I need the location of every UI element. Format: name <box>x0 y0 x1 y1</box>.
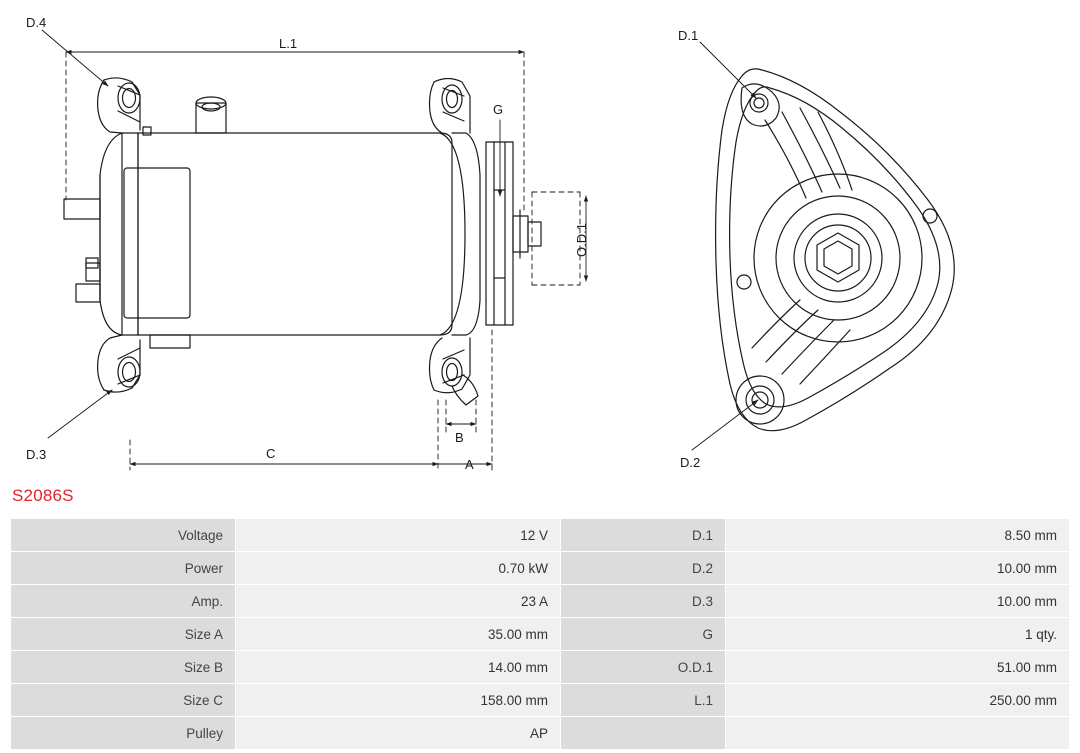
spec-value2: 10.00 mm <box>726 585 1070 618</box>
spec-value2: 1 qty. <box>726 618 1070 651</box>
table-row <box>11 651 1070 684</box>
label-c: C <box>266 446 276 461</box>
label-d4: D.4 <box>26 15 47 30</box>
label-l1: L.1 <box>279 36 298 51</box>
spec-value2: 8.50 mm <box>726 519 1070 552</box>
label-d1-right: D.1 <box>678 28 699 43</box>
spec-value2: 10.00 mm <box>726 552 1070 585</box>
label-a: A <box>465 457 474 472</box>
spec-value: 12 V <box>236 519 561 552</box>
spec-value: 14.00 mm <box>236 651 561 684</box>
spec-label2: O.D.1 <box>561 651 726 684</box>
spec-value: AP <box>236 717 561 750</box>
spec-label: Size B <box>11 651 236 684</box>
table-row <box>11 552 1070 585</box>
spec-value2-empty <box>726 717 1070 750</box>
label-d2: D.2 <box>680 455 701 470</box>
spec-label: Size A <box>11 618 236 651</box>
spec-label2: L.1 <box>561 684 726 717</box>
spec-label: Amp. <box>11 585 236 618</box>
part-code: S2086S <box>12 486 74 505</box>
spec-label2: D.3 <box>561 585 726 618</box>
table-row <box>11 684 1070 717</box>
spec-value: 35.00 mm <box>236 618 561 651</box>
specifications-table <box>10 518 1070 750</box>
spec-label2: D.2 <box>561 552 726 585</box>
spec-value2: 250.00 mm <box>726 684 1070 717</box>
spec-label: Power <box>11 552 236 585</box>
table-row <box>11 717 1070 750</box>
spec-label2-empty <box>561 717 726 750</box>
spec-label2: D.1 <box>561 519 726 552</box>
label-d3: D.3 <box>26 447 47 462</box>
table-row <box>11 519 1070 552</box>
spec-value2: 51.00 mm <box>726 651 1070 684</box>
table-row <box>11 585 1070 618</box>
label-g: G <box>493 102 504 117</box>
spec-label: Size C <box>11 684 236 717</box>
spec-value: 158.00 mm <box>236 684 561 717</box>
spec-label: Voltage <box>11 519 236 552</box>
spec-value: 23 A <box>236 585 561 618</box>
spec-value: 0.70 kW <box>236 552 561 585</box>
spec-label: Pulley <box>11 717 236 750</box>
table-row <box>11 618 1070 651</box>
spec-label2: G <box>561 618 726 651</box>
label-od1: O.D.1 <box>574 223 589 257</box>
label-b: B <box>455 430 464 445</box>
